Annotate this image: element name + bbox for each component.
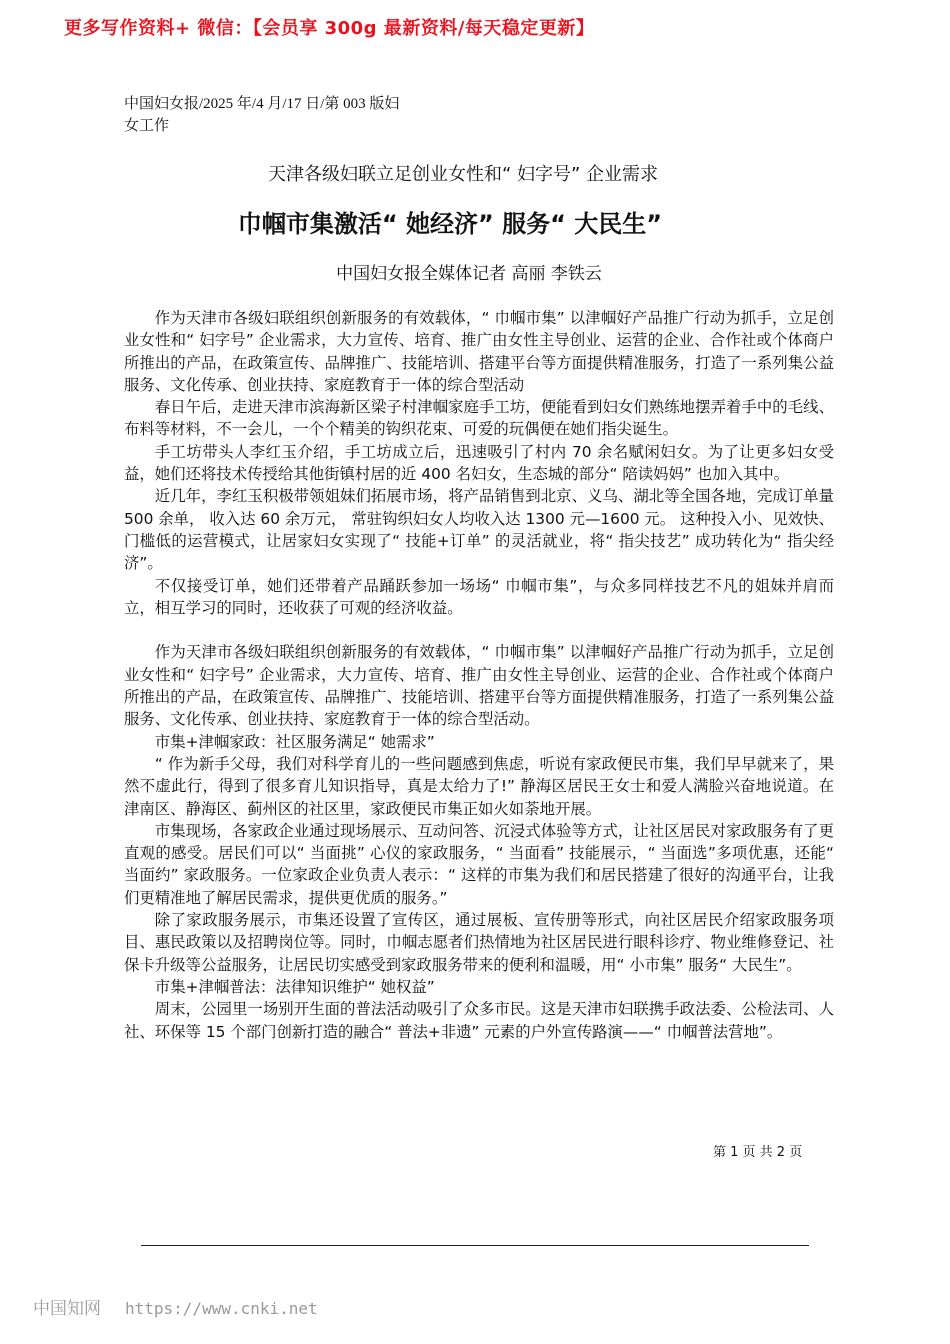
- footer-watermark: [33, 1294, 318, 1319]
- paragraph: 春日午后，走进天津市滨海新区梁子村津帼家庭手工坊，便能看到妇女们熟练地摆弄着手中的毛线、布料等材料，不一会儿，一个个精美的钩织花束、可爱的玩偶便在她们指尖诞生。: [124, 398, 834, 439]
- article-author: 中国妇女报全媒体记者 高丽 李铁云: [336, 264, 602, 284]
- section-heading: 市集+津帼普法：法律知识维护“ 她权益”: [154, 977, 435, 996]
- paragraph: 市集现场，各家政企业通过现场展示、互动问答、沉浸式体验等方式，让社区居民对家政服务有了更直观的感受。居民们可以“ 当面挑” 心仪的家政服务，“ 当面看” 技能展示，“ 当面选”多项优惠，还能“ 当面约” 家政服务。一位家政企业负责人表示：“ 这样的市集为我们和居民搭建了很好的沟通平台，让我们更精准地了解居民需求，提供更优质的服务。”: [124, 821, 834, 907]
- article-subtitle: 天津各级妇联立足创业女性和“ 妇字号” 企业需求: [267, 164, 659, 185]
- paragraph: 除了家政服务展示，市集还设置了宣传区，通过展板、宣传册等形式，向社区居民介绍家政服务项目、惠民政策以及招聘岗位等。同时，巾帼志愿者们热情地为社区居民进行眼科诊疗、物业维修登记、社保卡升级等公益服务，让居民切实感受到家政服务带来的便利和温暖，用“ 小市集” 服务“ 大民生”。: [124, 911, 834, 974]
- paragraph: 周末，公园里一场别开生面的普法活动吸引了众多市民。这是天津市妇联携手政法委、公检法司、人社、环保等 15 个部门创新打造的融合“ 普法+非遗” 元素的户外宣传路演——“ 巾帼普法营地”。: [124, 1000, 834, 1041]
- paragraph: 作为天津市各级妇联组织创新服务的有效载体，“ 巾帼市集” 以津帼好产品推广行动为抓手，立足创业女性和“ 妇字号” 企业需求，大力宣传、培育、推广由女性主导创业、运营的企业、合作社或个体商户所推出的产品，在政策宣传、品牌推广、技能培训、搭建平台等方面提供精准服务，打造了一系列集公益服务、文化传承、创业扶持、家庭教育于一体的综合型活动: [124, 309, 834, 394]
- paragraph: 手工坊带头人李红玉介绍，手工坊成立后，迅速吸引了村内 70 余名赋闲妇女。为了让更多妇女受益，她们还将技术传授给其他街镇村居的近 400 名妇女，生态城的部分“ 陪读妈妈” 也加入其中。: [124, 442, 834, 484]
- paragraph: 不仅接受订单，她们还带着产品踊跃参加一场场“ 巾帼市集”，与众多同样技艺不凡的姐妹并肩而立，相互学习的同时，还收获了可观的经济收益。: [124, 576, 834, 617]
- site-name: 中国知网: [33, 1299, 101, 1319]
- article-body: [124, 307, 834, 1043]
- site-url: https://www.cnki.net: [125, 1299, 318, 1318]
- blank-line: [124, 619, 834, 641]
- page-number: 第 1 页 共 2 页: [713, 1145, 803, 1160]
- article-title: 巾帼市集激活“ 她经济” 服务“ 大民生”: [237, 210, 663, 238]
- promo-banner: 更多写作资料+ 微信：【会员享 300g 最新资料/每天稳定更新】: [64, 18, 595, 39]
- source-line: 中国妇女报/2025 年/4 月/17 日/第 003 版妇女工作: [124, 96, 400, 134]
- section-heading: 市集+津帼家政：社区服务满足“ 她需求”: [154, 732, 435, 751]
- footer-divider: [141, 1245, 809, 1246]
- paragraph: “ 作为新手父母，我们对科学育儿的一些问题感到焦虑，听说有家政便民市集，我们早早就来了，果然不虚此行，得到了很多育儿知识指导，真是太给力了!” 静海区居民王女士和爱人满脸兴奋地说道。在津南区、静海区、蓟州区的社区里，家政便民市集正如火如荼地开展。: [124, 754, 834, 818]
- paragraph: 作为天津市各级妇联组织创新服务的有效载体，“ 巾帼市集” 以津帼好产品推广行动为抓手，立足创业女性和“ 妇字号” 企业需求，大力宣传、培育、推广由女性主导创业、运营的企业、合作社或个体商户所推出的产品，在政策宣传、品牌推广、技能培训、搭建平台等方面提供精准服务，打造了一系列集公益服务、文化传承、创业扶持、家庭教育于一体的综合型活动。: [124, 643, 834, 729]
- paragraph: 近几年，李红玉积极带领姐妹们拓展市场，将产品销售到北京、义乌、湖北等全国各地，完成订单量 500 余单， 收入达 60 余万元， 常驻钩织妇女人均收入达 1300 元—1600 元。 这种投入小、见效快、门槛低的运营模式，让居家妇女实现了“ 技能+订单” 的灵活就业，将“ 指尖技艺” 成功转化为“ 指尖经济”。: [124, 487, 834, 573]
